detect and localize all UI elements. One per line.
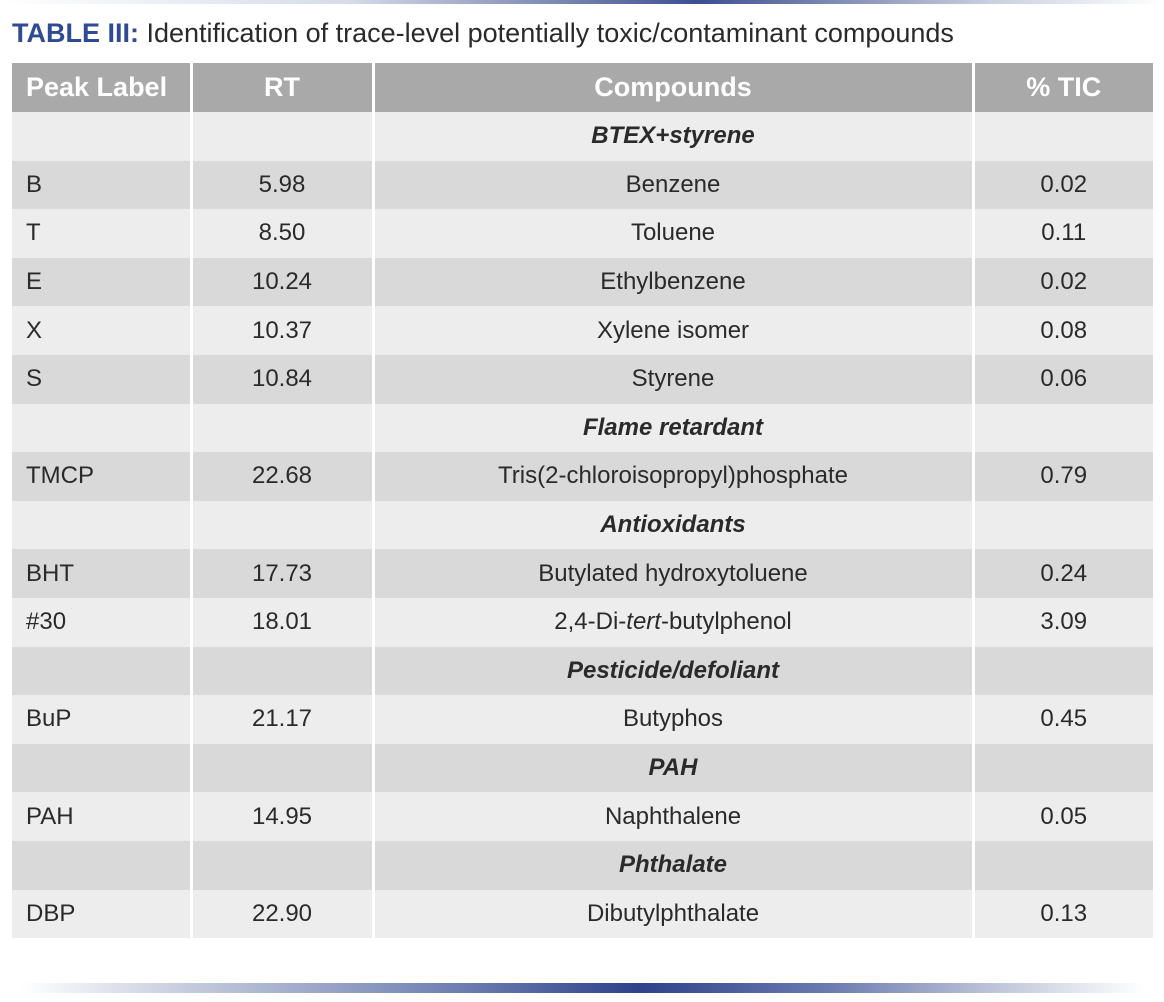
- tic-cell: 0.08: [973, 306, 1153, 355]
- peak-label-cell: BHT: [12, 549, 191, 598]
- header-tic: % TIC: [973, 63, 1153, 112]
- compound-cell: Styrene: [373, 355, 973, 404]
- peak-label-cell: X: [12, 306, 191, 355]
- table-row: [12, 355, 1153, 404]
- tic-cell: 0.45: [973, 695, 1153, 744]
- compounds-table: [12, 63, 1153, 938]
- table-header-row: [12, 63, 1153, 112]
- tic-cell: 0.05: [973, 792, 1153, 841]
- rt-cell: 5.98: [191, 161, 373, 210]
- table-row: [12, 890, 1153, 939]
- tic-cell: 0.02: [973, 161, 1153, 210]
- section-title: Pesticide/defoliant: [373, 647, 973, 696]
- section-title: Flame retardant: [373, 404, 973, 453]
- table-caption-text: Identification of trace-level potentially toxic/contaminant compounds: [138, 18, 954, 48]
- table-row: [12, 452, 1153, 501]
- peak-label-cell: TMCP: [12, 452, 191, 501]
- rt-cell: 21.17: [191, 695, 373, 744]
- compound-cell: Tris(2-chloroisopropyl)phosphate: [373, 452, 973, 501]
- compound-cell: Butylated hydroxytoluene: [373, 549, 973, 598]
- section-row: [12, 744, 1153, 793]
- top-decorative-rule: [0, 0, 1164, 4]
- rt-cell: 17.73: [191, 549, 373, 598]
- table-row: [12, 209, 1153, 258]
- bottom-decorative-rule: [20, 983, 1144, 993]
- peak-label-cell: S: [12, 355, 191, 404]
- compound-cell: Xylene isomer: [373, 306, 973, 355]
- compound-cell: 2,4-Di-tert-butylphenol: [373, 598, 973, 647]
- peak-label-cell: B: [12, 161, 191, 210]
- table-row: [12, 598, 1153, 647]
- tic-cell: 3.09: [973, 598, 1153, 647]
- peak-label-cell: E: [12, 258, 191, 307]
- tic-cell: 0.13: [973, 890, 1153, 939]
- rt-cell: 8.50: [191, 209, 373, 258]
- tic-cell: 0.11: [973, 209, 1153, 258]
- rt-cell: 10.37: [191, 306, 373, 355]
- section-row: [12, 647, 1153, 696]
- compound-cell: Dibutylphthalate: [373, 890, 973, 939]
- section-title: BTEX+styrene: [373, 112, 973, 161]
- tic-cell: 0.24: [973, 549, 1153, 598]
- table-row: [12, 161, 1153, 210]
- table-caption-label: TABLE III:: [12, 18, 139, 48]
- section-row: [12, 112, 1153, 161]
- compound-cell: Butyphos: [373, 695, 973, 744]
- rt-cell: 22.90: [191, 890, 373, 939]
- section-title: Phthalate: [373, 841, 973, 890]
- compound-cell: Benzene: [373, 161, 973, 210]
- tic-cell: 0.06: [973, 355, 1153, 404]
- compound-cell: Toluene: [373, 209, 973, 258]
- peak-label-cell: DBP: [12, 890, 191, 939]
- table-row: [12, 258, 1153, 307]
- peak-label-cell: BuP: [12, 695, 191, 744]
- tic-cell: 0.79: [973, 452, 1153, 501]
- header-rt: RT: [191, 63, 373, 112]
- section-title: Antioxidants: [373, 501, 973, 550]
- rt-cell: 22.68: [191, 452, 373, 501]
- header-peak-label: Peak Label: [12, 63, 191, 112]
- rt-cell: 10.24: [191, 258, 373, 307]
- rt-cell: 14.95: [191, 792, 373, 841]
- compound-cell: Naphthalene: [373, 792, 973, 841]
- table-row: [12, 306, 1153, 355]
- compound-cell: Ethylbenzene: [373, 258, 973, 307]
- peak-label-cell: T: [12, 209, 191, 258]
- rt-cell: 18.01: [191, 598, 373, 647]
- section-title: PAH: [373, 744, 973, 793]
- peak-label-cell: PAH: [12, 792, 191, 841]
- table-row: [12, 695, 1153, 744]
- rt-cell: 10.84: [191, 355, 373, 404]
- section-row: [12, 501, 1153, 550]
- peak-label-cell: #30: [12, 598, 191, 647]
- header-compounds: Compounds: [373, 63, 973, 112]
- table-caption: [12, 16, 954, 50]
- section-row: [12, 404, 1153, 453]
- tic-cell: 0.02: [973, 258, 1153, 307]
- table-row: [12, 549, 1153, 598]
- section-row: [12, 841, 1153, 890]
- table-row: [12, 792, 1153, 841]
